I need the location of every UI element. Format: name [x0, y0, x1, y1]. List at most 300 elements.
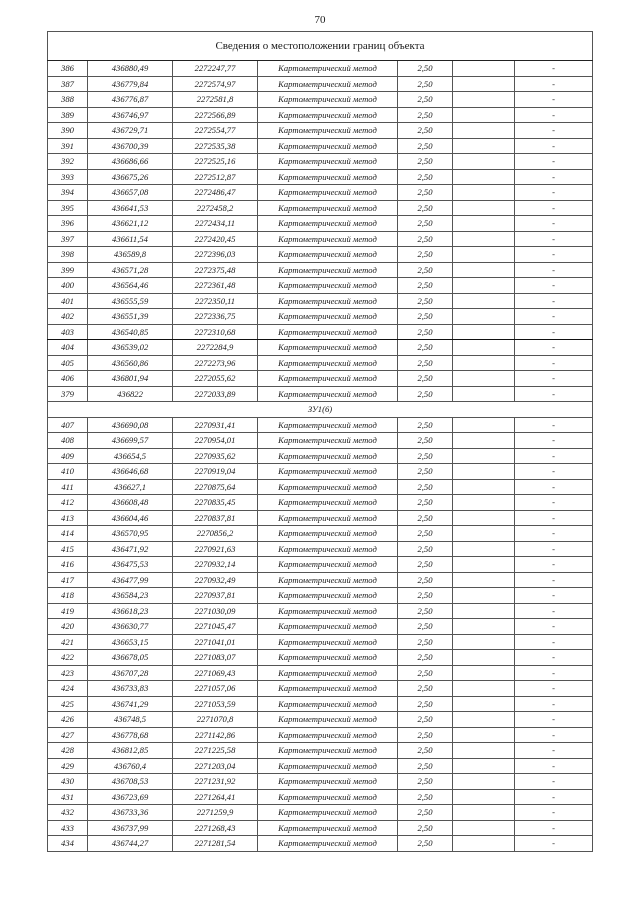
method-cell: Картометрический метод: [258, 634, 398, 650]
x-coordinate-cell: 436475,53: [88, 557, 173, 573]
accuracy-cell: 2,50: [398, 324, 453, 340]
accuracy-cell: 2,50: [398, 619, 453, 635]
accuracy-cell: 2,50: [398, 634, 453, 650]
method-cell: Картометрический метод: [258, 805, 398, 821]
table-row: [48, 293, 593, 309]
table-row: [48, 634, 593, 650]
description-cell: -: [515, 541, 593, 557]
method-cell: Картометрический метод: [258, 433, 398, 449]
table-row: [48, 588, 593, 604]
y-coordinate-cell: 2270921,63: [173, 541, 258, 557]
empty-cell: [453, 727, 515, 743]
empty-cell: [453, 448, 515, 464]
point-number-cell: 416: [48, 557, 88, 573]
description-cell: -: [515, 619, 593, 635]
point-number-cell: 397: [48, 231, 88, 247]
x-coordinate-cell: 436641,53: [88, 200, 173, 216]
accuracy-cell: 2,50: [398, 61, 453, 77]
description-cell: -: [515, 696, 593, 712]
accuracy-cell: 2,50: [398, 123, 453, 139]
y-coordinate-cell: 2272420,45: [173, 231, 258, 247]
point-number-cell: 407: [48, 417, 88, 433]
table-row: [48, 231, 593, 247]
empty-cell: [453, 495, 515, 511]
point-number-cell: 431: [48, 789, 88, 805]
y-coordinate-cell: 2271225,58: [173, 743, 258, 759]
empty-cell: [453, 541, 515, 557]
accuracy-cell: 2,50: [398, 526, 453, 542]
empty-cell: [453, 696, 515, 712]
point-number-cell: 414: [48, 526, 88, 542]
accuracy-cell: 2,50: [398, 138, 453, 154]
accuracy-cell: 2,50: [398, 588, 453, 604]
empty-cell: [453, 169, 515, 185]
point-number-cell: 393: [48, 169, 88, 185]
table-row: [48, 557, 593, 573]
table-row: [48, 743, 593, 759]
description-cell: -: [515, 510, 593, 526]
y-coordinate-cell: 2270954,01: [173, 433, 258, 449]
point-number-cell: 434: [48, 836, 88, 852]
accuracy-cell: 2,50: [398, 154, 453, 170]
accuracy-cell: 2,50: [398, 603, 453, 619]
y-coordinate-cell: 2272512,87: [173, 169, 258, 185]
point-number-cell: 423: [48, 665, 88, 681]
accuracy-cell: 2,50: [398, 247, 453, 263]
description-cell: -: [515, 650, 593, 666]
point-number-cell: 406: [48, 371, 88, 387]
description-cell: -: [515, 138, 593, 154]
empty-cell: [453, 262, 515, 278]
accuracy-cell: 2,50: [398, 820, 453, 836]
description-cell: -: [515, 464, 593, 480]
point-number-cell: 390: [48, 123, 88, 139]
empty-cell: [453, 231, 515, 247]
y-coordinate-cell: 2271069,43: [173, 665, 258, 681]
method-cell: Картометрический метод: [258, 309, 398, 325]
y-coordinate-cell: 2270856,2: [173, 526, 258, 542]
description-cell: -: [515, 789, 593, 805]
y-coordinate-cell: 2271259,9: [173, 805, 258, 821]
y-coordinate-cell: 2270931,41: [173, 417, 258, 433]
table-row: [48, 247, 593, 263]
method-cell: Картометрический метод: [258, 169, 398, 185]
empty-cell: [453, 200, 515, 216]
empty-cell: [453, 712, 515, 728]
accuracy-cell: 2,50: [398, 76, 453, 92]
empty-cell: [453, 603, 515, 619]
y-coordinate-cell: 2272361,48: [173, 278, 258, 294]
y-coordinate-cell: 2271281,54: [173, 836, 258, 852]
y-coordinate-cell: 2271057,06: [173, 681, 258, 697]
x-coordinate-cell: 436880,49: [88, 61, 173, 77]
x-coordinate-cell: 436618,23: [88, 603, 173, 619]
x-coordinate-cell: 436471,92: [88, 541, 173, 557]
empty-cell: [453, 216, 515, 232]
description-cell: -: [515, 216, 593, 232]
y-coordinate-cell: 2272284,9: [173, 340, 258, 356]
method-cell: Картометрический метод: [258, 836, 398, 852]
x-coordinate-cell: 436700,39: [88, 138, 173, 154]
y-coordinate-cell: 2271083,07: [173, 650, 258, 666]
accuracy-cell: 2,50: [398, 665, 453, 681]
table-row: [48, 665, 593, 681]
table-row: [48, 185, 593, 201]
method-cell: Картометрический метод: [258, 619, 398, 635]
x-coordinate-cell: 436760,4: [88, 758, 173, 774]
accuracy-cell: 2,50: [398, 231, 453, 247]
method-cell: Картометрический метод: [258, 92, 398, 108]
empty-cell: [453, 123, 515, 139]
point-number-cell: 412: [48, 495, 88, 511]
point-number-cell: 404: [48, 340, 88, 356]
table-row: [48, 216, 593, 232]
table-row: [48, 433, 593, 449]
y-coordinate-cell: 2271045,47: [173, 619, 258, 635]
point-number-cell: 430: [48, 774, 88, 790]
x-coordinate-cell: 436571,28: [88, 262, 173, 278]
point-number-cell: 413: [48, 510, 88, 526]
x-coordinate-cell: 436708,53: [88, 774, 173, 790]
empty-cell: [453, 820, 515, 836]
point-number-cell: 399: [48, 262, 88, 278]
method-cell: Картометрический метод: [258, 76, 398, 92]
table-row: [48, 371, 593, 387]
empty-cell: [453, 293, 515, 309]
table-row: [48, 758, 593, 774]
x-coordinate-cell: 436744,27: [88, 836, 173, 852]
description-cell: -: [515, 417, 593, 433]
point-number-cell: 405: [48, 355, 88, 371]
point-number-cell: 389: [48, 107, 88, 123]
accuracy-cell: 2,50: [398, 541, 453, 557]
x-coordinate-cell: 436779,84: [88, 76, 173, 92]
empty-cell: [453, 138, 515, 154]
accuracy-cell: 2,50: [398, 479, 453, 495]
method-cell: Картометрический метод: [258, 774, 398, 790]
y-coordinate-cell: 2270932,49: [173, 572, 258, 588]
description-cell: -: [515, 588, 593, 604]
description-cell: -: [515, 433, 593, 449]
method-cell: Картометрический метод: [258, 448, 398, 464]
table-row: [48, 541, 593, 557]
x-coordinate-cell: 436539,02: [88, 340, 173, 356]
y-coordinate-cell: 2271070,8: [173, 712, 258, 728]
y-coordinate-cell: 2272336,75: [173, 309, 258, 325]
x-coordinate-cell: 436723,69: [88, 789, 173, 805]
y-coordinate-cell: 2272566,89: [173, 107, 258, 123]
y-coordinate-cell: 2272310,68: [173, 324, 258, 340]
point-number-cell: 415: [48, 541, 88, 557]
empty-cell: [453, 743, 515, 759]
x-coordinate-cell: 436555,59: [88, 293, 173, 309]
y-coordinate-cell: 2270937,81: [173, 588, 258, 604]
y-coordinate-cell: 2270935,62: [173, 448, 258, 464]
point-number-cell: 388: [48, 92, 88, 108]
description-cell: -: [515, 743, 593, 759]
accuracy-cell: 2,50: [398, 681, 453, 697]
accuracy-cell: 2,50: [398, 278, 453, 294]
point-number-cell: 387: [48, 76, 88, 92]
x-coordinate-cell: 436801,94: [88, 371, 173, 387]
point-number-cell: 426: [48, 712, 88, 728]
point-number-cell: 433: [48, 820, 88, 836]
x-coordinate-cell: 436589,8: [88, 247, 173, 263]
table-row: [48, 123, 593, 139]
table-row: [48, 572, 593, 588]
description-cell: -: [515, 634, 593, 650]
empty-cell: [453, 464, 515, 480]
table-row: [48, 805, 593, 821]
x-coordinate-cell: 436584,23: [88, 588, 173, 604]
x-coordinate-cell: 436776,87: [88, 92, 173, 108]
empty-cell: [453, 836, 515, 852]
empty-cell: [453, 185, 515, 201]
point-number-cell: 401: [48, 293, 88, 309]
method-cell: Картометрический метод: [258, 464, 398, 480]
point-number-cell: 379: [48, 386, 88, 402]
empty-cell: [453, 309, 515, 325]
description-cell: -: [515, 727, 593, 743]
y-coordinate-cell: 2271053,59: [173, 696, 258, 712]
accuracy-cell: 2,50: [398, 758, 453, 774]
y-coordinate-cell: 2272458,2: [173, 200, 258, 216]
point-number-cell: 417: [48, 572, 88, 588]
method-cell: Картометрический метод: [258, 200, 398, 216]
method-cell: Картометрический метод: [258, 154, 398, 170]
table-row: [48, 789, 593, 805]
description-cell: -: [515, 293, 593, 309]
table-row: [48, 340, 593, 356]
method-cell: Картометрический метод: [258, 262, 398, 278]
y-coordinate-cell: 2272033,89: [173, 386, 258, 402]
empty-cell: [453, 371, 515, 387]
method-cell: Картометрический метод: [258, 603, 398, 619]
method-cell: Картометрический метод: [258, 681, 398, 697]
table-row: [48, 712, 593, 728]
method-cell: Картометрический метод: [258, 557, 398, 573]
point-number-cell: 391: [48, 138, 88, 154]
description-cell: -: [515, 479, 593, 495]
table-row: [48, 355, 593, 371]
x-coordinate-cell: 436551,39: [88, 309, 173, 325]
method-cell: Картометрический метод: [258, 743, 398, 759]
method-cell: Картометрический метод: [258, 247, 398, 263]
description-cell: -: [515, 386, 593, 402]
table-row: [48, 138, 593, 154]
accuracy-cell: 2,50: [398, 650, 453, 666]
description-cell: -: [515, 278, 593, 294]
y-coordinate-cell: 2272247,77: [173, 61, 258, 77]
x-coordinate-cell: 436627,1: [88, 479, 173, 495]
accuracy-cell: 2,50: [398, 309, 453, 325]
description-cell: -: [515, 123, 593, 139]
description-cell: -: [515, 340, 593, 356]
accuracy-cell: 2,50: [398, 510, 453, 526]
method-cell: Картометрический метод: [258, 324, 398, 340]
description-cell: -: [515, 495, 593, 511]
x-coordinate-cell: 436621,12: [88, 216, 173, 232]
method-cell: Картометрический метод: [258, 371, 398, 387]
empty-cell: [453, 557, 515, 573]
point-number-cell: 424: [48, 681, 88, 697]
method-cell: Картометрический метод: [258, 510, 398, 526]
empty-cell: [453, 619, 515, 635]
accuracy-cell: 2,50: [398, 805, 453, 821]
x-coordinate-cell: 436707,28: [88, 665, 173, 681]
accuracy-cell: 2,50: [398, 557, 453, 573]
empty-cell: [453, 355, 515, 371]
table-row: [48, 76, 593, 92]
table-row: [48, 836, 593, 852]
description-cell: -: [515, 681, 593, 697]
point-number-cell: 410: [48, 464, 88, 480]
y-coordinate-cell: 2270919,04: [173, 464, 258, 480]
table-row: [48, 448, 593, 464]
method-cell: Картометрический метод: [258, 123, 398, 139]
empty-cell: [453, 76, 515, 92]
table-row: [48, 169, 593, 185]
empty-cell: [453, 340, 515, 356]
x-coordinate-cell: 436564,46: [88, 278, 173, 294]
method-cell: Картометрический метод: [258, 386, 398, 402]
description-cell: -: [515, 61, 593, 77]
table-row: [48, 464, 593, 480]
x-coordinate-cell: 436675,26: [88, 169, 173, 185]
x-coordinate-cell: 436477,99: [88, 572, 173, 588]
point-number-cell: 392: [48, 154, 88, 170]
x-coordinate-cell: 436812,85: [88, 743, 173, 759]
y-coordinate-cell: 2272273,96: [173, 355, 258, 371]
method-cell: Картометрический метод: [258, 696, 398, 712]
table-row: [48, 200, 593, 216]
point-number-cell: 408: [48, 433, 88, 449]
description-cell: -: [515, 247, 593, 263]
x-coordinate-cell: 436678,05: [88, 650, 173, 666]
x-coordinate-cell: 436746,97: [88, 107, 173, 123]
point-number-cell: 419: [48, 603, 88, 619]
x-coordinate-cell: 436657,08: [88, 185, 173, 201]
method-cell: Картометрический метод: [258, 758, 398, 774]
table-row: [48, 650, 593, 666]
y-coordinate-cell: 2272525,16: [173, 154, 258, 170]
method-cell: Картометрический метод: [258, 61, 398, 77]
x-coordinate-cell: 436748,5: [88, 712, 173, 728]
accuracy-cell: 2,50: [398, 464, 453, 480]
method-cell: Картометрический метод: [258, 138, 398, 154]
boundary-coordinates-table: [47, 31, 593, 852]
empty-cell: [453, 774, 515, 790]
empty-cell: [453, 526, 515, 542]
section-label: ЗУ1(6): [48, 402, 593, 418]
table-row: [48, 510, 593, 526]
method-cell: Картометрический метод: [258, 340, 398, 356]
point-number-cell: 396: [48, 216, 88, 232]
point-number-cell: 395: [48, 200, 88, 216]
section-row: [48, 402, 593, 418]
method-cell: Картометрический метод: [258, 417, 398, 433]
table-title: Сведения о местоположении границ объекта: [48, 32, 593, 61]
x-coordinate-cell: 436699,57: [88, 433, 173, 449]
accuracy-cell: 2,50: [398, 169, 453, 185]
accuracy-cell: 2,50: [398, 262, 453, 278]
table-row: [48, 681, 593, 697]
table-row: [48, 262, 593, 278]
method-cell: Картометрический метод: [258, 789, 398, 805]
point-number-cell: 427: [48, 727, 88, 743]
x-coordinate-cell: 436686,66: [88, 154, 173, 170]
description-cell: -: [515, 324, 593, 340]
empty-cell: [453, 510, 515, 526]
table-row: [48, 820, 593, 836]
empty-cell: [453, 789, 515, 805]
y-coordinate-cell: 2272055,62: [173, 371, 258, 387]
accuracy-cell: 2,50: [398, 371, 453, 387]
table-row: [48, 107, 593, 123]
accuracy-cell: 2,50: [398, 448, 453, 464]
method-cell: Картометрический метод: [258, 820, 398, 836]
description-cell: -: [515, 805, 593, 821]
accuracy-cell: 2,50: [398, 433, 453, 449]
point-number-cell: 422: [48, 650, 88, 666]
y-coordinate-cell: 2271264,41: [173, 789, 258, 805]
accuracy-cell: 2,50: [398, 789, 453, 805]
point-number-cell: 420: [48, 619, 88, 635]
point-number-cell: 432: [48, 805, 88, 821]
x-coordinate-cell: 436690,08: [88, 417, 173, 433]
page-number: 70: [314, 14, 326, 26]
empty-cell: [453, 417, 515, 433]
description-cell: -: [515, 355, 593, 371]
accuracy-cell: 2,50: [398, 774, 453, 790]
point-number-cell: 398: [48, 247, 88, 263]
description-cell: -: [515, 92, 593, 108]
empty-cell: [453, 572, 515, 588]
empty-cell: [453, 805, 515, 821]
point-number-cell: 421: [48, 634, 88, 650]
method-cell: Картометрический метод: [258, 712, 398, 728]
description-cell: -: [515, 107, 593, 123]
y-coordinate-cell: 2272535,38: [173, 138, 258, 154]
empty-cell: [453, 634, 515, 650]
x-coordinate-cell: 436741,29: [88, 696, 173, 712]
description-cell: -: [515, 169, 593, 185]
description-cell: -: [515, 200, 593, 216]
table-row: [48, 61, 593, 77]
accuracy-cell: 2,50: [398, 340, 453, 356]
point-number-cell: 411: [48, 479, 88, 495]
table-row: [48, 619, 593, 635]
table-row: [48, 386, 593, 402]
method-cell: Картометрический метод: [258, 185, 398, 201]
y-coordinate-cell: 2272434,11: [173, 216, 258, 232]
description-cell: -: [515, 603, 593, 619]
accuracy-cell: 2,50: [398, 727, 453, 743]
table-row: [48, 526, 593, 542]
method-cell: Картометрический метод: [258, 495, 398, 511]
method-cell: Картометрический метод: [258, 650, 398, 666]
y-coordinate-cell: 2272574,97: [173, 76, 258, 92]
accuracy-cell: 2,50: [398, 293, 453, 309]
x-coordinate-cell: 436608,48: [88, 495, 173, 511]
y-coordinate-cell: 2270932,14: [173, 557, 258, 573]
method-cell: Картометрический метод: [258, 278, 398, 294]
y-coordinate-cell: 2271231,92: [173, 774, 258, 790]
accuracy-cell: 2,50: [398, 386, 453, 402]
empty-cell: [453, 61, 515, 77]
y-coordinate-cell: 2272581,8: [173, 92, 258, 108]
method-cell: Картометрический метод: [258, 526, 398, 542]
